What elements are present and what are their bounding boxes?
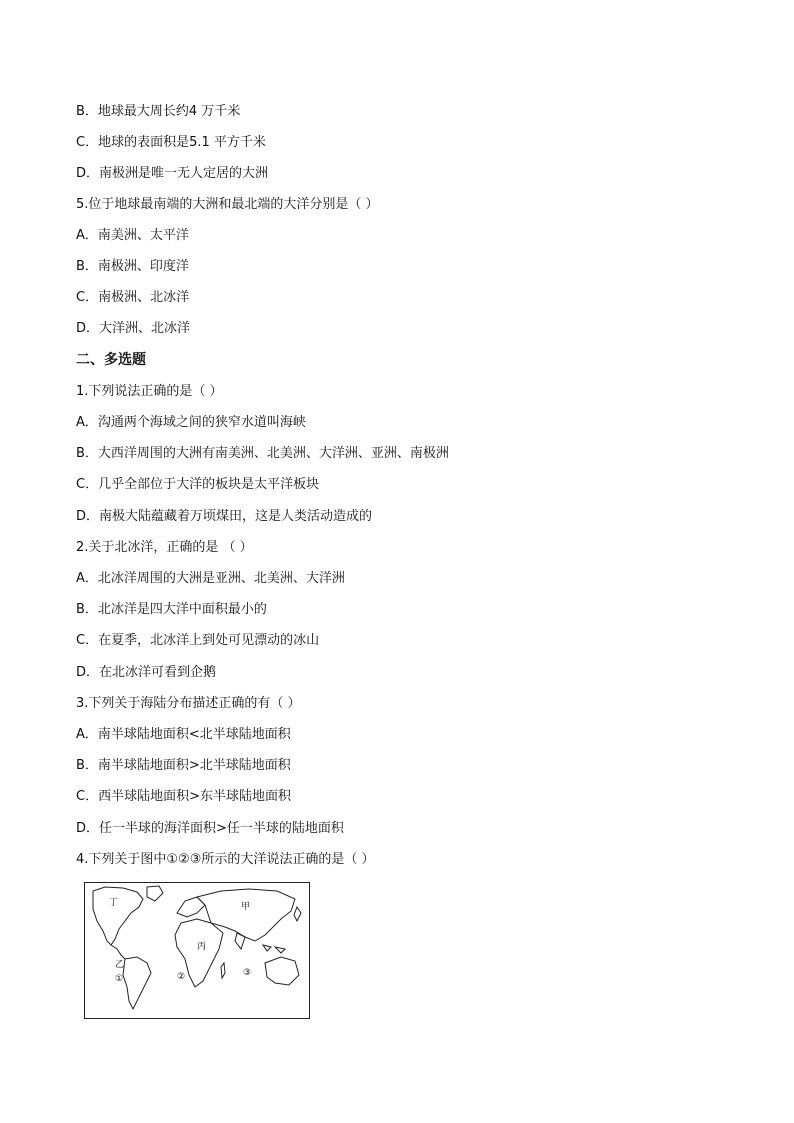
australia-outline xyxy=(265,957,299,985)
question-stem: 1.下列说法正确的是（ ） xyxy=(76,384,223,399)
label-ocean-2: ② xyxy=(177,972,186,982)
option-d: D．任一半球的海洋面积>任一半球的陆地面积 xyxy=(76,821,344,836)
option-b: B．南极洲、印度洋 xyxy=(76,259,189,274)
question-stem: 3.下列关于海陆分布描述正确的有（ ） xyxy=(76,696,301,711)
islands-outline xyxy=(263,945,285,953)
europe-outline xyxy=(177,897,205,917)
question-stem: 2.关于北冰洋，正确的是 （ ） xyxy=(76,540,253,555)
india-outline xyxy=(235,933,245,949)
option-c: C．西半球陆地面积>东半球陆地面积 xyxy=(76,789,291,804)
asia-outline xyxy=(197,889,295,941)
option-b: B．南半球陆地面积>北半球陆地面积 xyxy=(76,758,291,773)
option-d: D．南极大陆蕴藏着万顷煤田，这是人类活动造成的 xyxy=(76,509,373,524)
option-c: C．几乎全部位于大洋的板块是太平洋板块 xyxy=(76,477,320,492)
section-heading: 二、多选题 xyxy=(76,352,146,368)
option-a: A．南半球陆地面积<北半球陆地面积 xyxy=(76,727,291,742)
madagascar-outline xyxy=(221,963,225,978)
label-jia: 甲 xyxy=(241,902,251,912)
option-d: D．在北冰洋可看到企鹅 xyxy=(76,665,217,680)
option-c: C．在夏季，北冰洋上到处可见漂动的冰山 xyxy=(76,633,320,648)
question-stem: 4.下列关于图中①②③所示的大洋说法正确的是（ ） xyxy=(76,852,375,867)
option-a: A．沟通两个海域之间的狭窄水道叫海峡 xyxy=(76,415,306,430)
north-america-outline xyxy=(93,887,143,945)
option-c: C．南极洲、北冰洋 xyxy=(76,290,190,305)
label-bing: 丙 xyxy=(197,942,207,952)
label-yi: 乙 xyxy=(115,960,125,970)
label-ding: 丁 xyxy=(109,898,119,908)
option-b: B．大西洋周围的大洲有南美洲、北美洲、大洋洲、亚洲、南极洲 xyxy=(76,446,449,461)
option-b: B．北冰洋是四大洋中面积最小的 xyxy=(76,602,267,617)
south-america-outline xyxy=(123,957,151,1009)
option-d: D．大洋洲、北冰洋 xyxy=(76,321,191,336)
central-america-outline xyxy=(111,945,125,959)
option-b: B．地球最大周长约4 万千米 xyxy=(76,104,241,119)
world-map xyxy=(84,882,310,1019)
label-ocean-3: ③ xyxy=(243,968,252,978)
question-stem: 5.位于地球最南端的大洲和最北端的大洋分别是（ ） xyxy=(76,197,379,212)
option-c: C．地球的表面积是5.1 平方千米 xyxy=(76,135,266,150)
greenland-outline xyxy=(147,886,163,901)
label-ocean-1: ① xyxy=(115,974,124,984)
japan-outline xyxy=(294,907,301,921)
option-d: D．南极洲是唯一无人定居的大洲 xyxy=(76,166,269,181)
option-a: A．南美洲、太平洋 xyxy=(76,228,189,243)
option-a: A．北冰洋周围的大洲是亚洲、北美洲、大洋洲 xyxy=(76,571,345,586)
